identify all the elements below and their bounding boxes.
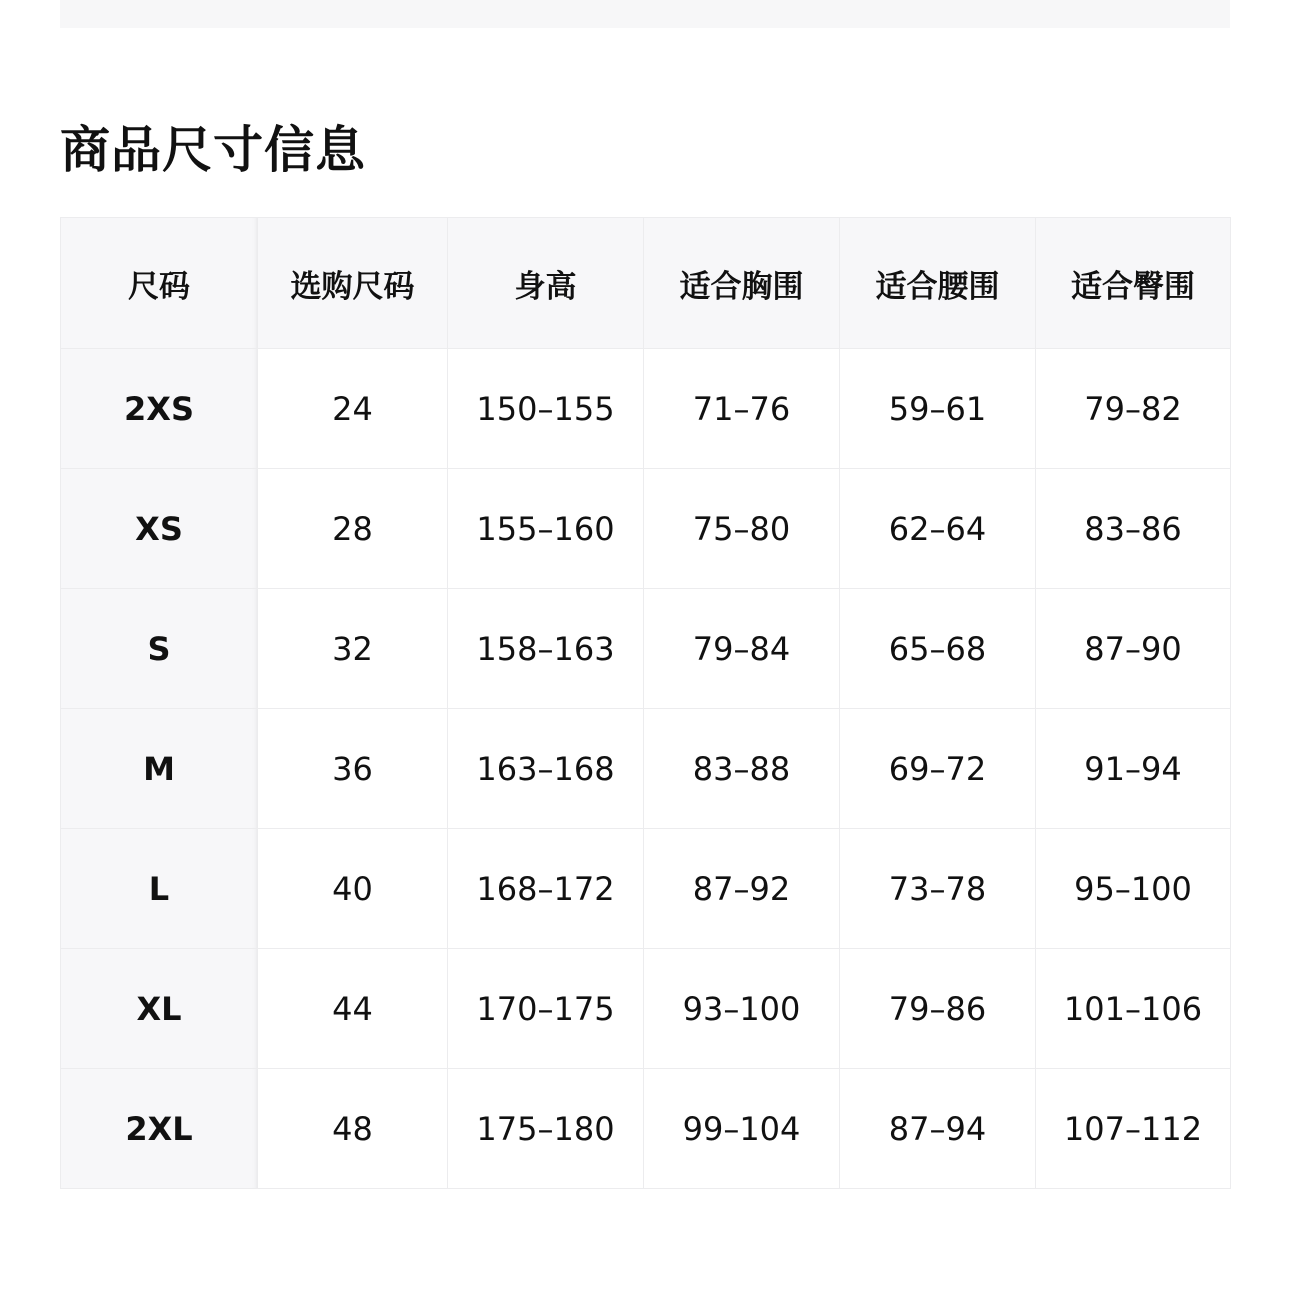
size-info-title: 商品尺寸信息: [60, 121, 366, 179]
cell-size: S: [61, 589, 258, 709]
table-row: [61, 829, 1231, 949]
table-header-row: [61, 218, 1231, 349]
top-divider-strip: [60, 0, 1230, 28]
header-waist: 适合腰围: [840, 218, 1036, 349]
table-row: [61, 349, 1231, 469]
table-row: [61, 1069, 1231, 1189]
cell-hip: 107–112: [1036, 1069, 1231, 1189]
cell-height: 175–180: [448, 1069, 644, 1189]
cell-waist: 79–86: [840, 949, 1036, 1069]
cell-bust: 83–88: [644, 709, 840, 829]
cell-size: 2XL: [61, 1069, 258, 1189]
cell-height: 163–168: [448, 709, 644, 829]
cell-purchase-size: 40: [258, 829, 448, 949]
cell-height: 170–175: [448, 949, 644, 1069]
header-purchase-size: 选购尺码: [258, 218, 448, 349]
cell-purchase-size: 48: [258, 1069, 448, 1189]
cell-hip: 79–82: [1036, 349, 1231, 469]
cell-waist: 73–78: [840, 829, 1036, 949]
cell-size: M: [61, 709, 258, 829]
table-row: [61, 709, 1231, 829]
cell-bust: 87–92: [644, 829, 840, 949]
table-row: [61, 469, 1231, 589]
cell-purchase-size: 28: [258, 469, 448, 589]
cell-hip: 91–94: [1036, 709, 1231, 829]
cell-waist: 69–72: [840, 709, 1036, 829]
cell-bust: 71–76: [644, 349, 840, 469]
cell-hip: 95–100: [1036, 829, 1231, 949]
cell-purchase-size: 44: [258, 949, 448, 1069]
cell-height: 158–163: [448, 589, 644, 709]
cell-bust: 75–80: [644, 469, 840, 589]
cell-height: 150–155: [448, 349, 644, 469]
header-height: 身高: [448, 218, 644, 349]
header-bust: 适合胸围: [644, 218, 840, 349]
cell-purchase-size: 36: [258, 709, 448, 829]
cell-size: 2XS: [61, 349, 258, 469]
cell-size: XS: [61, 469, 258, 589]
cell-waist: 59–61: [840, 349, 1036, 469]
cell-waist: 65–68: [840, 589, 1036, 709]
cell-height: 168–172: [448, 829, 644, 949]
cell-purchase-size: 32: [258, 589, 448, 709]
cell-purchase-size: 24: [258, 349, 448, 469]
cell-waist: 62–64: [840, 469, 1036, 589]
cell-bust: 99–104: [644, 1069, 840, 1189]
table-row: [61, 949, 1231, 1069]
size-chart-table: [60, 217, 1231, 1189]
cell-bust: 79–84: [644, 589, 840, 709]
cell-hip: 83–86: [1036, 469, 1231, 589]
cell-waist: 87–94: [840, 1069, 1036, 1189]
cell-size: L: [61, 829, 258, 949]
table-row: [61, 589, 1231, 709]
cell-height: 155–160: [448, 469, 644, 589]
header-hip: 适合臀围: [1036, 218, 1231, 349]
cell-bust: 93–100: [644, 949, 840, 1069]
cell-hip: 87–90: [1036, 589, 1231, 709]
header-size: 尺码: [61, 218, 258, 349]
cell-hip: 101–106: [1036, 949, 1231, 1069]
cell-size: XL: [61, 949, 258, 1069]
